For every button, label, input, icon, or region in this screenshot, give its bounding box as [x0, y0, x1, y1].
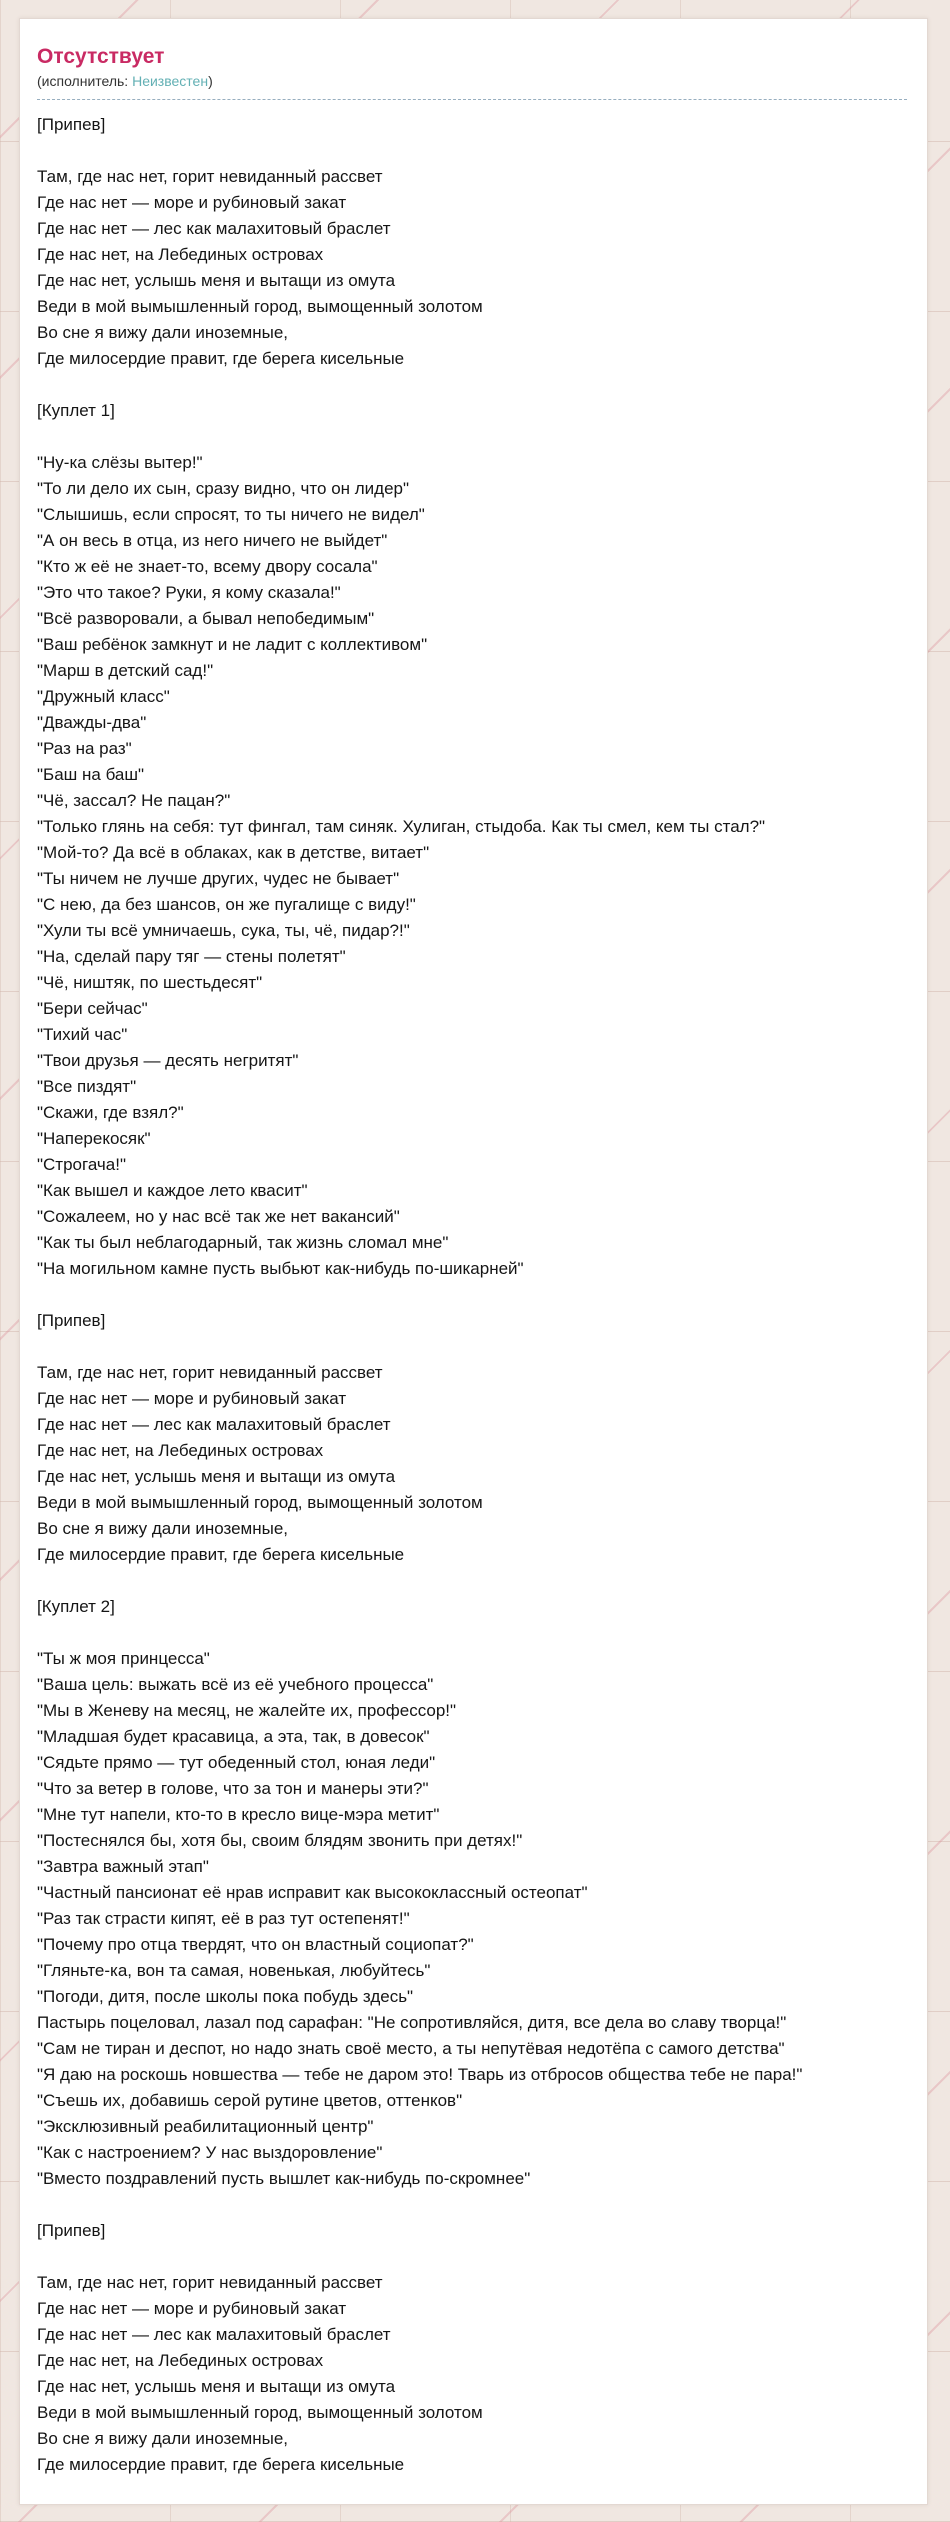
- lyric-line: "Мы в Женеву на месяц, не жалейте их, профессор!": [37, 1701, 457, 1720]
- section-label: [Припев]: [37, 2221, 106, 2240]
- lyric-line: "Скажи, где взял?": [37, 1103, 184, 1122]
- lyric-line: "Все пиздят": [37, 1077, 137, 1096]
- lyrics-card: [19, 18, 928, 2505]
- lyric-line: "Я даю на роскошь новшества — тебе не даром это! Тварь из отбросов общества тебе не пара!": [37, 2065, 803, 2084]
- lyric-line: "А он весь в отца, из него ничего не выйдет": [37, 531, 388, 550]
- lyric-line: Во сне я вижу дали иноземные,: [37, 2429, 289, 2448]
- lyric-line: Где нас нет, на Лебединых островах: [37, 245, 324, 264]
- lyric-line: Где нас нет, услышь меня и вытащи из омута: [37, 1467, 396, 1486]
- lyric-line: "Съешь их, добавишь серой рутине цветов, оттенков": [37, 2091, 463, 2110]
- lyric-line: Где нас нет, на Лебединых островах: [37, 2351, 324, 2370]
- lyric-line: "С нею, да без шансов, он же пугалище с виду!": [37, 895, 416, 914]
- lyric-line: Где нас нет — лес как малахитовый браслет: [37, 1415, 391, 1434]
- lyric-line: "Только глянь на себя: тут фингал, там синяк. Хулиган, стыдоба. Как ты смел, кем ты стал?": [37, 817, 766, 836]
- section-label: [Припев]: [37, 1311, 106, 1330]
- section-label: [Куплет 2]: [37, 1597, 115, 1616]
- lyric-line: Где нас нет, услышь меня и вытащи из омута: [37, 2377, 396, 2396]
- section-label: [Припев]: [37, 115, 106, 134]
- lyric-line: "Сам не тиран и деспот, но надо знать своё место, а ты непутёвая недотёпа с самого детства": [37, 2039, 785, 2058]
- lyric-line: Где нас нет — лес как малахитовый браслет: [37, 2325, 391, 2344]
- lyric-line: [37, 424, 907, 450]
- lyric-line: "Слышишь, если спросят, то ты ничего не видел": [37, 505, 425, 524]
- lyric-line: Где нас нет — море и рубиновый закат: [37, 2299, 347, 2318]
- lyric-line: "Мой-то? Да всё в облаках, как в детстве, витает": [37, 843, 430, 862]
- lyric-line: Где нас нет — лес как малахитовый браслет: [37, 219, 391, 238]
- lyric-line: Где милосердие правит, где берега кисельные: [37, 349, 405, 368]
- lyric-line: [37, 2244, 907, 2270]
- lyric-line: "Баш на баш": [37, 765, 145, 784]
- lyric-line: "Ну-ка слёзы вытер!": [37, 453, 203, 472]
- lyric-line: "Сядьте прямо — тут обеденный стол, юная леди": [37, 1753, 436, 1772]
- section-label: [Куплет 1]: [37, 401, 115, 420]
- lyric-line: "Дважды-два": [37, 713, 147, 732]
- lyric-line: "Чё, ништяк, по шестьдесят": [37, 973, 263, 992]
- lyric-line: "Строгача!": [37, 1155, 126, 1174]
- artist-label-suffix: ): [208, 73, 213, 89]
- lyric-line: "Чё, зассал? Не пацан?": [37, 791, 231, 810]
- card-content: [20, 19, 927, 2478]
- lyric-line: "Гляньте-ка, вон та самая, новенькая, любуйтесь": [37, 1961, 431, 1980]
- lyric-line: [37, 1282, 907, 1308]
- lyric-line: Где милосердие правит, где берега кисельные: [37, 2455, 405, 2474]
- lyric-line: "Как вышел и каждое лето квасит": [37, 1181, 308, 1200]
- lyric-line: "Раз на раз": [37, 739, 132, 758]
- lyric-line: "Младшая будет красавица, а эта, так, в довесок": [37, 1727, 430, 1746]
- lyric-line: Пастырь поцеловал, лазал под сарафан: "Не сопротивляйся, дитя, все дела во славу творца!": [37, 2013, 787, 2032]
- lyric-line: Где нас нет — море и рубиновый закат: [37, 1389, 347, 1408]
- lyric-line: [37, 1620, 907, 1646]
- lyric-line: Где нас нет — море и рубиновый закат: [37, 193, 347, 212]
- artist-link[interactable]: Неизвестен: [132, 73, 209, 89]
- lyric-line: "Кто ж её не знает-то, всему двору сосала": [37, 557, 378, 576]
- lyric-line: [37, 138, 907, 164]
- lyric-line: Где нас нет, на Лебединых островах: [37, 1441, 324, 1460]
- lyric-line: Во сне я вижу дали иноземные,: [37, 323, 289, 342]
- lyric-line: "Почему про отца твердят, что он властный социопат?": [37, 1935, 474, 1954]
- lyrics-text: [37, 112, 907, 2478]
- artist-line: [37, 73, 907, 90]
- lyric-line: "Ваша цель: выжать всё из её учебного процесса": [37, 1675, 434, 1694]
- song-title: Отсутствует: [37, 45, 165, 68]
- lyric-line: [37, 1568, 907, 1594]
- lyric-line: Веди в мой вымышленный город, вымощенный золотом: [37, 2403, 483, 2422]
- lyric-line: "Раз так страсти кипят, её в раз тут остепенят!": [37, 1909, 410, 1928]
- lyric-line: Там, где нас нет, горит невиданный рассвет: [37, 167, 383, 186]
- lyric-line: "Твои друзья — десять негритят": [37, 1051, 299, 1070]
- lyric-line: Веди в мой вымышленный город, вымощенный золотом: [37, 297, 483, 316]
- lyric-line: "Наперекосяк": [37, 1129, 151, 1148]
- song-header: [37, 45, 907, 100]
- lyric-line: Там, где нас нет, горит невиданный рассвет: [37, 2273, 383, 2292]
- lyric-line: "Марш в детский сад!": [37, 661, 214, 680]
- lyric-line: "Бери сейчас": [37, 999, 148, 1018]
- lyric-line: "Как ты был неблагодарный, так жизнь сломал мне": [37, 1233, 449, 1252]
- lyric-line: Где нас нет, услышь меня и вытащи из омута: [37, 271, 396, 290]
- lyric-line: "Мне тут напели, кто-то в кресло вице-мэра метит": [37, 1805, 440, 1824]
- lyric-line: Где милосердие правит, где берега кисельные: [37, 1545, 405, 1564]
- lyric-line: "Погоди, дитя, после школы пока побудь здесь": [37, 1987, 414, 2006]
- lyric-line: [37, 1334, 907, 1360]
- lyric-line: "Постеснялся бы, хотя бы, своим блядям звонить при детях!": [37, 1831, 523, 1850]
- lyric-line: "Всё разворовали, а бывал непобедимым": [37, 609, 375, 628]
- artist-label-prefix: (исполнитель:: [37, 73, 133, 89]
- lyric-line: [37, 372, 907, 398]
- lyric-line: "Ты ничем не лучше других, чудес не бывает": [37, 869, 400, 888]
- lyric-line: "Тихий час": [37, 1025, 128, 1044]
- lyric-line: "Дружный класс": [37, 687, 170, 706]
- lyric-line: "То ли дело их сын, сразу видно, что он лидер": [37, 479, 410, 498]
- lyric-line: "Завтра важный этап": [37, 1857, 209, 1876]
- lyric-line: "Эксклюзивный реабилитационный центр": [37, 2117, 374, 2136]
- lyric-line: "Как с настроением? У нас выздоровление": [37, 2143, 383, 2162]
- lyric-line: "Что за ветер в голове, что за тон и манеры эти?": [37, 1779, 429, 1798]
- lyric-line: "Вместо поздравлений пусть вышлет как-нибудь по-скромнее": [37, 2169, 531, 2188]
- lyric-line: Веди в мой вымышленный город, вымощенный золотом: [37, 1493, 483, 1512]
- lyric-line: "Сожалеем, но у нас всё так же нет вакансий": [37, 1207, 400, 1226]
- lyric-line: "Ты ж моя принцесса": [37, 1649, 210, 1668]
- lyric-line: "Хули ты всё умничаешь, сука, ты, чё, пидар?!": [37, 921, 410, 940]
- lyric-line: "На могильном камне пусть выбьют как-нибудь по-шикарней": [37, 1259, 524, 1278]
- lyric-line: [37, 2192, 907, 2218]
- lyric-line: "Это что такое? Руки, я кому сказала!": [37, 583, 341, 602]
- lyric-line: "Ваш ребёнок замкнут и не ладит с коллективом": [37, 635, 428, 654]
- lyric-line: "На, сделай пару тяг — стены полетят": [37, 947, 346, 966]
- lyric-line: Во сне я вижу дали иноземные,: [37, 1519, 289, 1538]
- lyric-line: "Частный пансионат её нрав исправит как высококлассный остеопат": [37, 1883, 588, 1902]
- lyric-line: Там, где нас нет, горит невиданный рассвет: [37, 1363, 383, 1382]
